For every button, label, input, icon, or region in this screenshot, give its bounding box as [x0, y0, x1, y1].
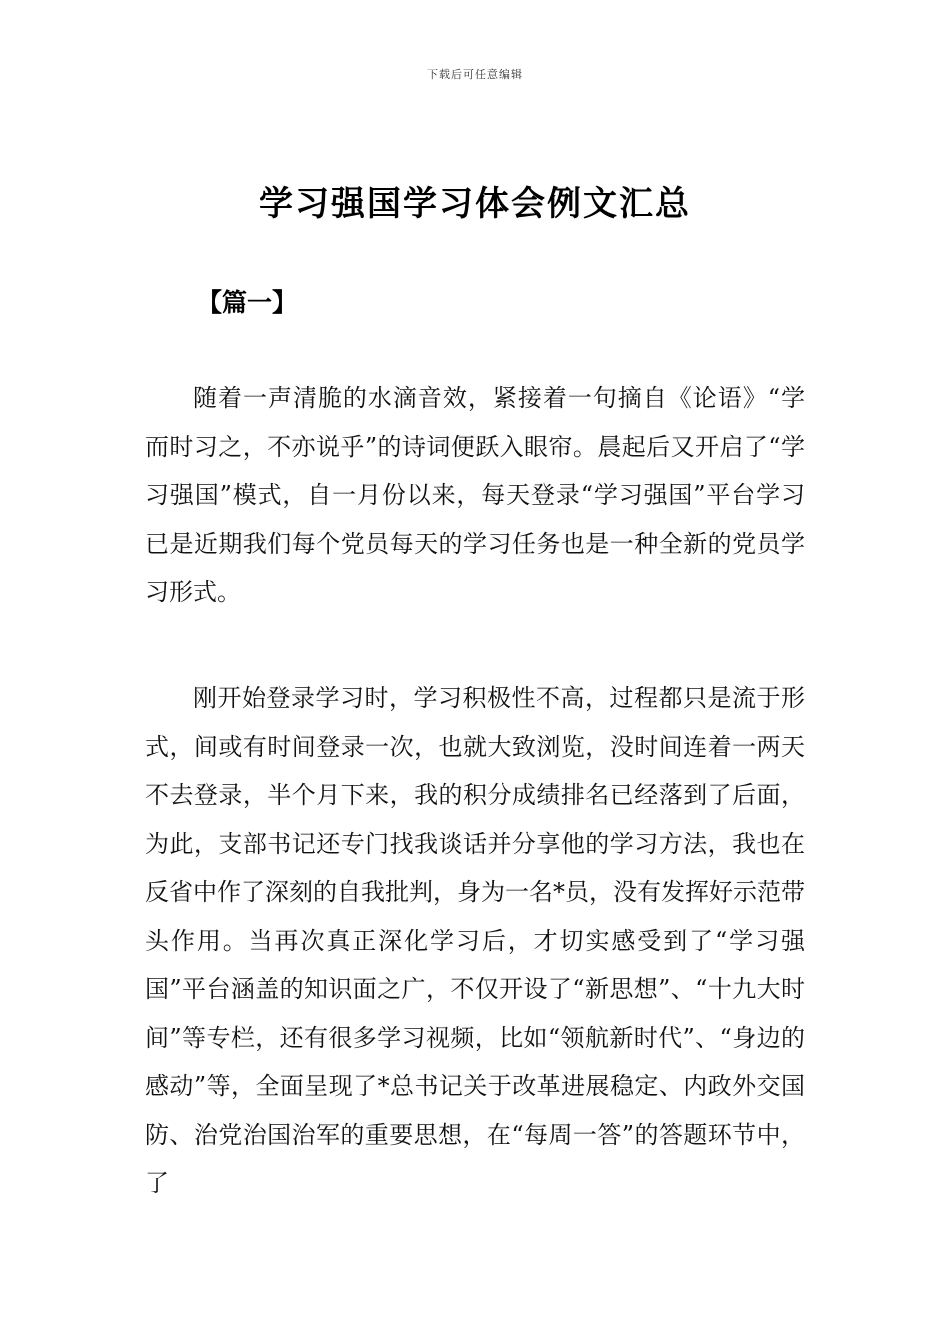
paragraph-1: 随着一声清脆的水滴音效，紧接着一句摘自《论语》“学而时习之，不亦说乎”的诗词便跃入眼帘。晨起后又开启了“学习强国”模式，自一月份以来，每天登录“学习强国”平台学习已是近期我们每个党员每天的学习任务也是一种全新的党员学习形式。	[145, 384, 805, 606]
section-label: 【篇一】	[197, 288, 298, 317]
header-note: 下载后可任意编辑	[427, 68, 523, 81]
paragraph-2: 刚开始登录学习时，学习积极性不高，过程都只是流于形式，间或有时间登录一次，也就大致浏览，没时间连着一两天不去登录，半个月下来，我的积分成绩排名已经落到了后面，为此，支部书记还专门找我谈话并分享他的学习方法，我也在反省中作了深刻的自我批判，身为一名*员，没有发挥好示范带头作用。当再次真正深化学习后，才切实感受到了“学习强国”平台涵盖的知识面之广，不仅开设了“新思想”、“十九大时间”等专栏，还有很多学习视频，比如“领航新时代”、“身边的感动”等，全面呈现了*总书记关于改革进展稳定、内政外交国防、治党治国治军的重要思想，在“每周一答”的答题环节中，了	[145, 684, 805, 1197]
document-title: 学习强国学习体会例文汇总	[259, 184, 691, 224]
